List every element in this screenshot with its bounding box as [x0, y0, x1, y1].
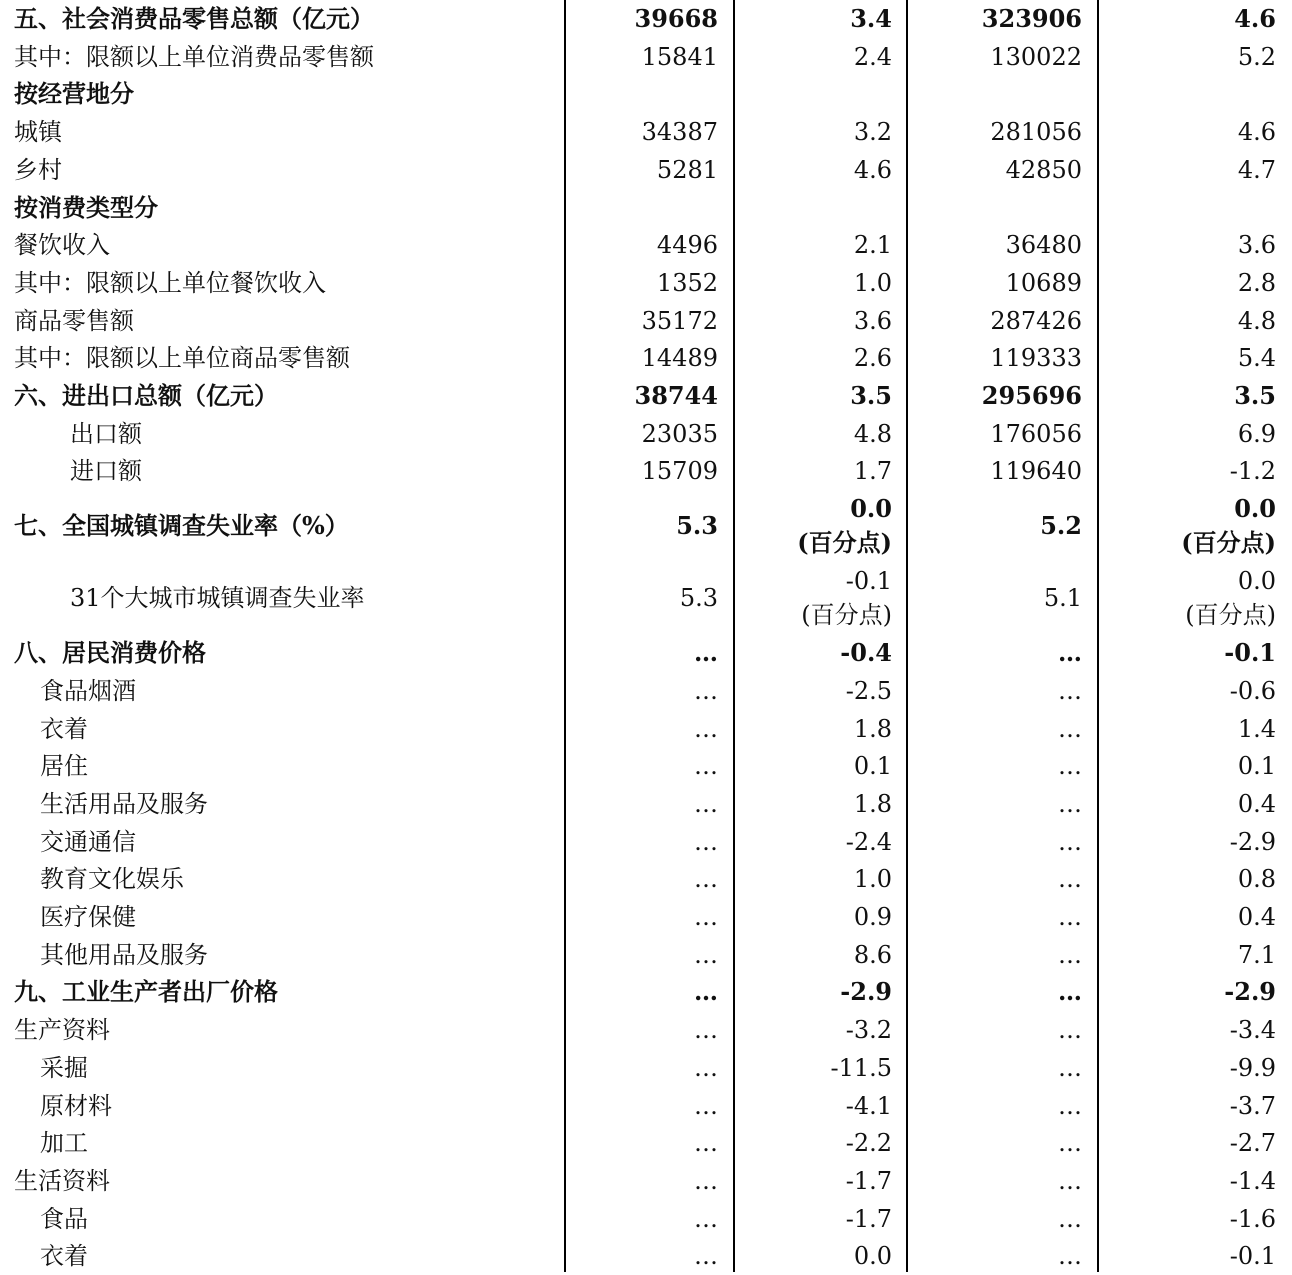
value-ytd: …: [1058, 714, 1082, 743]
table-row: [0, 415, 1292, 453]
table-row: [0, 452, 1292, 490]
value-main: -0.1: [845, 567, 892, 596]
row-label: 交通通信: [40, 827, 136, 856]
value-current-month-growth: 0.1: [853, 752, 892, 781]
value-current-month-growth: -1.7: [845, 1204, 892, 1233]
table-row: [0, 973, 1292, 1011]
row-label: 九、工业生产者出厂价格: [14, 977, 278, 1007]
value-current-month-growth: -3.2: [845, 1016, 892, 1045]
row-label: 商品零售额: [14, 306, 134, 335]
table-row: [0, 823, 1292, 861]
value-current-month-growth: 4.8: [853, 419, 892, 448]
value-current-month: 38744: [634, 381, 718, 410]
value-current-month: …: [694, 1053, 718, 1082]
value-current-month: 5.3: [676, 511, 718, 541]
value-ytd: …: [1058, 752, 1082, 781]
value-ytd-growth: -2.7: [1229, 1129, 1276, 1158]
value-ytd-growth: 0.8: [1237, 865, 1276, 894]
value-current-month-growth: [736, 492, 892, 560]
value-ytd: 176056: [990, 419, 1082, 448]
value-current-month: …: [694, 1091, 718, 1120]
value-current-month: …: [694, 903, 718, 931]
row-label: 食品: [40, 1204, 88, 1233]
value-ytd: 10689: [1005, 268, 1082, 297]
value-current-month: …: [694, 977, 718, 1007]
value-ytd-growth: 1.4: [1237, 714, 1276, 743]
row-label: 教育文化娱乐: [40, 865, 184, 894]
value-ytd: 5.2: [1040, 511, 1082, 541]
value-current-month: …: [694, 1242, 718, 1271]
value-current-month-growth: -4.1: [845, 1091, 892, 1120]
value-ytd: …: [1058, 1016, 1082, 1045]
row-label: 居住: [40, 752, 88, 781]
value-current-month: …: [694, 789, 718, 818]
value-ytd: …: [1058, 638, 1082, 668]
value-ytd: 130022: [990, 42, 1082, 71]
value-ytd: 5.1: [1043, 584, 1082, 613]
value-ytd-growth: 0.4: [1237, 789, 1276, 818]
value-ytd: 36480: [1005, 231, 1082, 260]
value-ytd-growth: -0.1: [1224, 638, 1276, 668]
value-ytd-growth: -3.7: [1229, 1091, 1276, 1120]
row-label: 食品烟酒: [40, 676, 136, 705]
value-ytd-growth: -1.2: [1229, 457, 1276, 486]
value-current-month-growth: -2.2: [845, 1129, 892, 1158]
table-row: [0, 302, 1292, 340]
row-label: 加工: [40, 1129, 88, 1158]
table-row: [0, 339, 1292, 377]
table-row: [0, 264, 1292, 302]
value-ytd: …: [1058, 827, 1082, 856]
table-row: [0, 226, 1292, 264]
value-current-month-growth: 1.7: [853, 457, 892, 486]
table-row: [0, 747, 1292, 785]
value-current-month: …: [694, 1166, 718, 1195]
row-label: 进口额: [70, 457, 142, 486]
value-ytd: 42850: [1005, 155, 1082, 184]
value-ytd: 323906: [981, 4, 1082, 33]
table-row: [0, 0, 1292, 38]
row-label: 生活用品及服务: [40, 789, 208, 818]
value-ytd-growth: 2.8: [1237, 268, 1276, 297]
row-label: 餐饮收入: [14, 231, 110, 260]
value-current-month: …: [694, 752, 718, 781]
row-label: 乡村: [14, 155, 62, 184]
table-row: [0, 75, 1292, 113]
value-ytd-growth: 4.6: [1234, 4, 1276, 33]
value-ytd-growth: 3.5: [1234, 381, 1276, 410]
value-current-month: 14489: [641, 344, 718, 373]
value-ytd: …: [1058, 1166, 1082, 1195]
value-ytd: …: [1058, 977, 1082, 1007]
value-current-month-growth: 3.5: [850, 381, 892, 410]
value-ytd: …: [1058, 1242, 1082, 1271]
row-label: 八、居民消费价格: [14, 638, 206, 668]
value-current-month: …: [694, 1129, 718, 1158]
value-ytd-growth: 7.1: [1237, 940, 1276, 969]
row-label: 31个大城市城镇调查失业率: [70, 584, 365, 613]
value-current-month-growth: 3.2: [853, 118, 892, 147]
table-row: [0, 490, 1292, 562]
table-row: [0, 377, 1292, 415]
value-ytd: …: [1058, 865, 1082, 894]
value-ytd-growth: -3.4: [1229, 1016, 1276, 1045]
table-row: [0, 1049, 1292, 1087]
value-current-month-growth: -2.4: [845, 827, 892, 856]
value-current-month: 23035: [641, 419, 718, 448]
value-ytd: 119640: [990, 457, 1082, 486]
table-row: [0, 1200, 1292, 1238]
value-ytd-growth: 0.4: [1237, 903, 1276, 931]
value-current-month-growth: 3.6: [853, 306, 892, 335]
value-ytd-growth: -1.4: [1229, 1166, 1276, 1195]
table-row: [0, 898, 1292, 936]
row-label: 按消费类型分: [14, 192, 158, 222]
value-current-month-growth: 2.1: [853, 231, 892, 260]
value-current-month: …: [694, 940, 718, 969]
value-unit-note: (百分点): [1185, 601, 1276, 630]
value-ytd: …: [1058, 676, 1082, 705]
value-current-month-growth: -0.4: [840, 638, 892, 668]
value-current-month-growth: -11.5: [830, 1053, 892, 1082]
table-row: [0, 151, 1292, 189]
value-current-month: …: [694, 676, 718, 705]
table-row: [0, 1011, 1292, 1049]
value-current-month: …: [694, 1016, 718, 1045]
value-current-month: 5281: [656, 155, 718, 184]
row-label: 医疗保健: [40, 903, 136, 931]
value-current-month-growth: 1.0: [853, 268, 892, 297]
table-row: [0, 1162, 1292, 1200]
table-row: [0, 936, 1292, 974]
value-main: 0.0: [1234, 494, 1276, 524]
row-label: 衣着: [40, 1242, 88, 1271]
value-ytd: 119333: [990, 344, 1082, 373]
value-ytd-growth: 4.7: [1237, 155, 1276, 184]
value-ytd-growth: -2.9: [1229, 827, 1276, 856]
table-row: [0, 634, 1292, 672]
value-current-month-growth: 1.8: [853, 714, 892, 743]
row-label: 出口额: [70, 419, 142, 448]
row-label: 生产资料: [14, 1016, 110, 1045]
value-ytd-growth: 3.6: [1237, 231, 1276, 260]
value-ytd: …: [1058, 1053, 1082, 1082]
value-ytd-growth: -0.1: [1229, 1242, 1276, 1271]
value-current-month: …: [694, 1204, 718, 1233]
table-row: [0, 562, 1292, 634]
value-current-month-growth: 0.0: [853, 1242, 892, 1271]
row-label: 原材料: [40, 1091, 112, 1120]
value-main: 0.0: [1237, 567, 1276, 596]
value-current-month-growth: 2.4: [853, 42, 892, 71]
value-ytd: 287426: [990, 306, 1082, 335]
value-current-month: 15841: [641, 42, 718, 71]
value-ytd-growth: 4.6: [1237, 118, 1276, 147]
value-ytd: 281056: [990, 118, 1082, 147]
value-current-month-growth: 1.0: [853, 865, 892, 894]
value-current-month-growth: 0.9: [853, 903, 892, 931]
row-label: 五、社会消费品零售总额（亿元）: [14, 4, 374, 33]
row-label: 衣着: [40, 714, 88, 743]
value-ytd: …: [1058, 940, 1082, 969]
value-unit-note: (百分点): [801, 601, 892, 630]
value-current-month: 34387: [641, 118, 718, 147]
value-current-month: 1352: [656, 268, 718, 297]
value-current-month-growth: 3.4: [850, 4, 892, 33]
value-current-month: 4496: [656, 231, 718, 260]
row-label: 按经营地分: [14, 79, 134, 109]
value-ytd-growth: 6.9: [1237, 419, 1276, 448]
value-current-month-growth: -1.7: [845, 1166, 892, 1195]
value-ytd-growth: -9.9: [1229, 1053, 1276, 1082]
row-label: 生活资料: [14, 1166, 110, 1195]
value-current-month: …: [694, 714, 718, 743]
value-ytd: …: [1058, 1129, 1082, 1158]
value-current-month: 15709: [641, 457, 718, 486]
row-label: 其中：限额以上单位餐饮收入: [14, 268, 326, 297]
value-unit-note: (百分点): [1181, 528, 1276, 558]
value-current-month-growth: 2.6: [853, 344, 892, 373]
table-row: [0, 710, 1292, 748]
value-current-month-growth: [736, 564, 892, 632]
value-current-month: …: [694, 827, 718, 856]
value-current-month: 5.3: [679, 584, 718, 613]
value-current-month: 39668: [634, 4, 718, 33]
value-ytd-growth: [1100, 492, 1276, 560]
value-current-month-growth: 8.6: [853, 940, 892, 969]
table-row: [0, 1124, 1292, 1162]
table-row: [0, 1087, 1292, 1125]
value-main: 0.0: [850, 494, 892, 524]
value-ytd-growth: [1100, 564, 1276, 632]
value-ytd: …: [1058, 1204, 1082, 1233]
value-ytd-growth: -0.6: [1229, 676, 1276, 705]
value-ytd: 295696: [981, 381, 1082, 410]
value-current-month-growth: -2.5: [845, 676, 892, 705]
value-ytd-growth: 0.1: [1237, 752, 1276, 781]
row-label: 城镇: [14, 118, 62, 147]
value-current-month: 35172: [641, 306, 718, 335]
value-current-month: …: [694, 638, 718, 668]
value-current-month-growth: 1.8: [853, 789, 892, 818]
value-current-month-growth: 4.6: [853, 155, 892, 184]
value-current-month: …: [694, 865, 718, 894]
row-label: 其他用品及服务: [40, 940, 208, 969]
row-label: 六、进出口总额（亿元）: [14, 381, 278, 410]
table-row: [0, 785, 1292, 823]
row-label: 其中：限额以上单位消费品零售额: [14, 42, 374, 71]
row-label: 采掘: [40, 1053, 88, 1082]
table-row: [0, 1237, 1292, 1275]
value-ytd: …: [1058, 1091, 1082, 1120]
table-row: [0, 113, 1292, 151]
value-ytd-growth: -1.6: [1229, 1204, 1276, 1233]
row-label: 七、全国城镇调查失业率（%）: [14, 511, 349, 541]
value-ytd-growth: 4.8: [1237, 306, 1276, 335]
value-current-month-growth: -2.9: [840, 977, 892, 1007]
value-ytd-growth: 5.2: [1237, 42, 1276, 71]
table-row: [0, 672, 1292, 710]
value-ytd: …: [1058, 903, 1082, 931]
table-row: [0, 860, 1292, 898]
value-ytd: …: [1058, 789, 1082, 818]
value-ytd-growth: 5.4: [1237, 344, 1276, 373]
row-label: 其中：限额以上单位商品零售额: [14, 344, 350, 373]
value-unit-note: (百分点): [797, 528, 892, 558]
table-row: [0, 189, 1292, 227]
table-row: [0, 38, 1292, 76]
value-ytd-growth: -2.9: [1224, 977, 1276, 1007]
